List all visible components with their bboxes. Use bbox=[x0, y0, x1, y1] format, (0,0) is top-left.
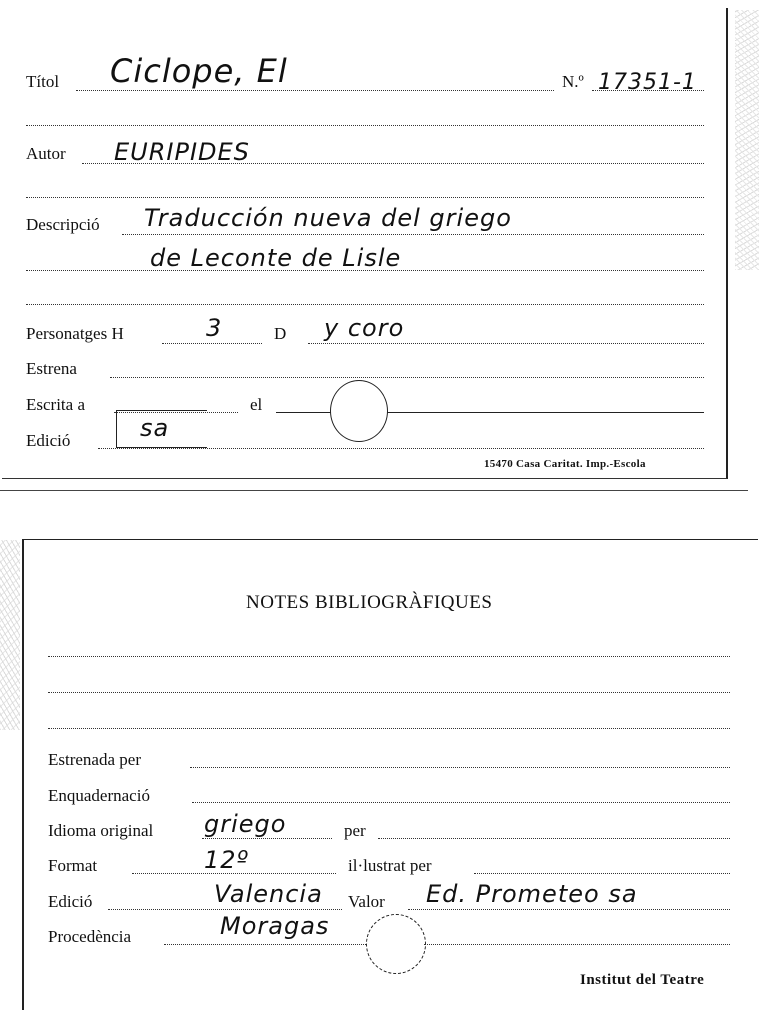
scan-noise-right bbox=[735, 10, 759, 270]
descripcio-label: Descripció bbox=[26, 215, 100, 234]
estrena-label: Estrena bbox=[26, 359, 77, 378]
numero-value: 17351-1 bbox=[598, 70, 697, 95]
edicio-line bbox=[108, 909, 342, 910]
procedencia-line-2 bbox=[424, 944, 730, 945]
valor-value: Ed. Prometeo sa bbox=[426, 880, 638, 908]
enquadernacio-label: Enquadernació bbox=[48, 786, 150, 805]
idioma-line bbox=[202, 838, 332, 839]
enquadernacio-line bbox=[192, 802, 730, 803]
notes-heading: NOTES BIBLIOGRÀFIQUES bbox=[246, 592, 493, 613]
estrenada-label: Estrenada per bbox=[48, 750, 141, 769]
autor-label: Autor bbox=[26, 144, 66, 163]
ruled-line bbox=[26, 197, 704, 198]
titol-value: Ciclope, El bbox=[110, 52, 288, 90]
idioma-value: griego bbox=[204, 810, 287, 838]
personatges-d-label: D bbox=[274, 324, 287, 343]
illustrat-line bbox=[474, 873, 730, 874]
illustrat-label: il·lustrat per bbox=[348, 856, 432, 875]
personatges-h-line bbox=[162, 343, 262, 344]
estrena-line bbox=[110, 377, 704, 378]
descripcio-line1: Traducción nueva del griego bbox=[144, 204, 512, 232]
per-line bbox=[378, 838, 730, 839]
personatges-label: Personatges H bbox=[26, 324, 124, 343]
edicio-value: sa bbox=[140, 414, 170, 442]
numero-label: N.º bbox=[562, 72, 584, 91]
card-separator bbox=[0, 490, 748, 491]
catalog-card-front bbox=[2, 8, 728, 479]
descripcio-line bbox=[122, 234, 704, 235]
estrenada-line bbox=[190, 767, 730, 768]
edicio-value: Valencia bbox=[214, 880, 323, 908]
notes-line bbox=[48, 692, 730, 693]
per-label: per bbox=[344, 821, 366, 840]
personatges-d-line bbox=[308, 343, 704, 344]
titol-label: Títol bbox=[26, 72, 60, 91]
idioma-label: Idioma original bbox=[48, 821, 154, 840]
procedencia-line bbox=[164, 944, 370, 945]
format-label: Format bbox=[48, 856, 98, 875]
ruled-line bbox=[26, 304, 704, 305]
valor-line bbox=[408, 909, 730, 910]
edicio-label: Edició bbox=[26, 431, 71, 450]
procedencia-value: Moragas bbox=[220, 912, 330, 940]
scan-noise-left bbox=[0, 540, 20, 730]
seal-circle bbox=[330, 380, 388, 442]
notes-line bbox=[48, 656, 730, 657]
titol-line bbox=[76, 90, 554, 91]
autor-value: EURIPIDES bbox=[114, 138, 250, 166]
escrita-label: Escrita a bbox=[26, 395, 85, 414]
descripcio-line2: de Leconte de Lisle bbox=[150, 244, 402, 272]
seal-circle-faint bbox=[366, 914, 426, 974]
personatges-d-value: y coro bbox=[324, 314, 405, 342]
institution-name: Institut del Teatre bbox=[580, 972, 705, 988]
el-label: el bbox=[250, 395, 263, 414]
edicio-line bbox=[98, 448, 704, 449]
printer-imprint: 15470 Casa Caritat. Imp.-Escola bbox=[484, 458, 646, 470]
format-value: 12º bbox=[204, 846, 249, 874]
catalog-card-back bbox=[22, 539, 758, 1010]
personatges-h-value: 3 bbox=[206, 314, 223, 342]
notes-line bbox=[48, 728, 730, 729]
valor-label: Valor bbox=[348, 892, 385, 911]
edicio-label: Edició bbox=[48, 892, 93, 911]
procedencia-label: Procedència bbox=[48, 927, 132, 946]
ruled-line bbox=[26, 125, 704, 126]
